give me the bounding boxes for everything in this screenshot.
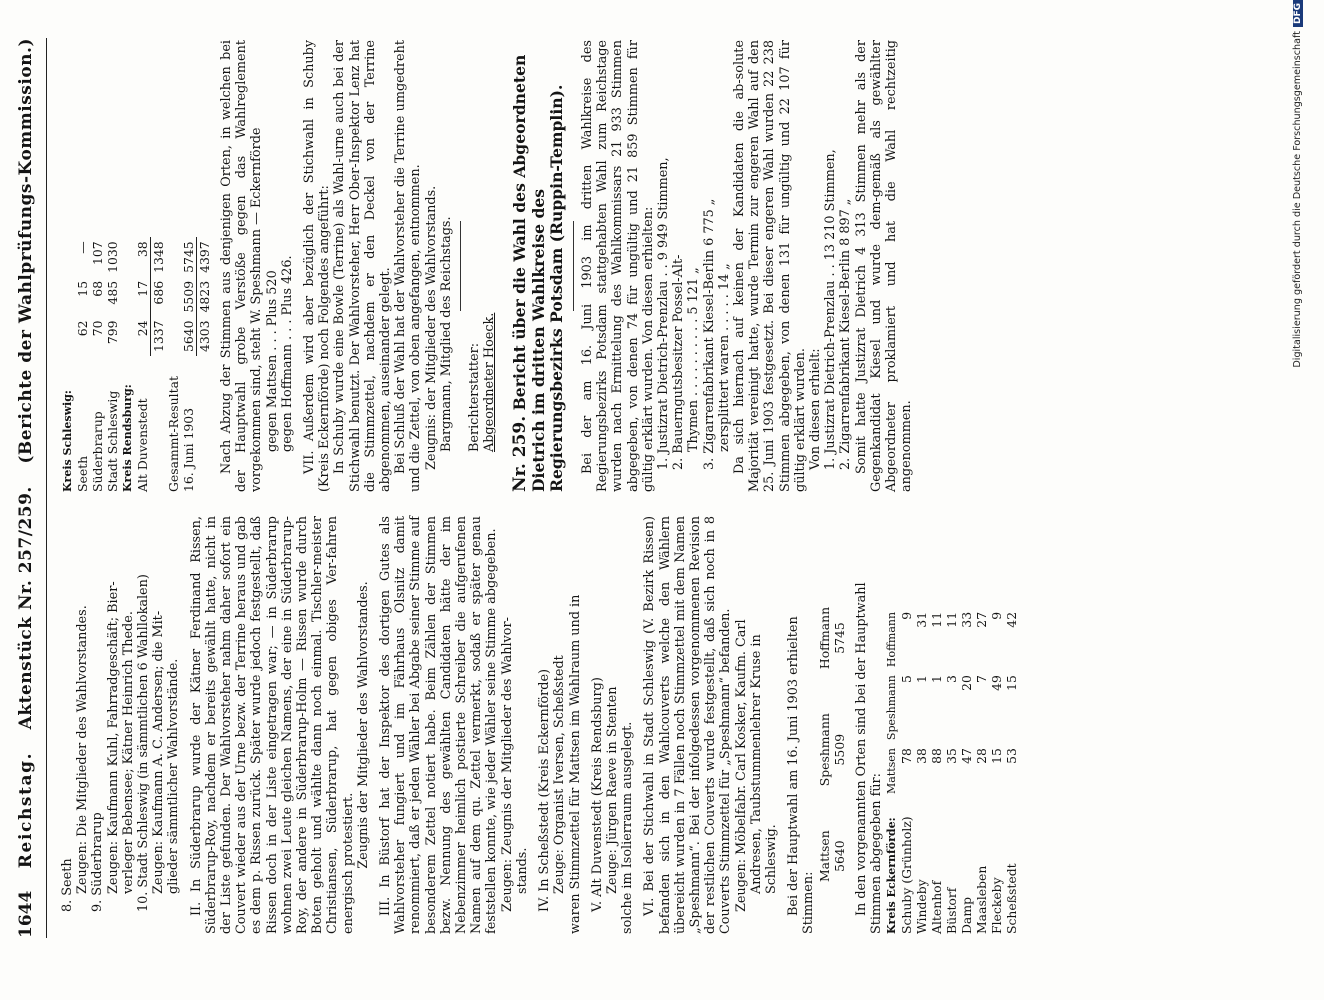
- right-column: [60, 40, 914, 492]
- vote-count: 7: [973, 675, 989, 683]
- col-head-speshmann: Speshmann: [884, 675, 898, 741]
- place-name: Seeth: [75, 455, 90, 492]
- paragraph-iv-2: Zeuge: Organist Iversen, Scheßstedt: [552, 655, 568, 894]
- vote-count: 42: [1003, 611, 1019, 628]
- place-name: Stadt Schleswig: [105, 390, 120, 492]
- left-column: [60, 516, 1019, 934]
- vote-count: 15: [988, 748, 1004, 764]
- vote-count: 47: [958, 748, 974, 764]
- place-name: Scheßstedt: [1003, 863, 1019, 934]
- vote-count: 35: [943, 748, 959, 764]
- witness-suederbrarup-2: verleger Bebensee; Kätner Heinrich Thede.: [120, 611, 136, 894]
- witness-iii-1: Zeugen: Zeugnis der Mitglieder des Wahlvor-: [499, 617, 515, 912]
- vote-count: 24: [135, 320, 150, 337]
- table-row: [914, 608, 929, 934]
- place-name: Süderbrarup: [90, 411, 105, 492]
- orte-intro-1: In den vorgenannten Orten sind bei der Hauptwahl: [853, 582, 869, 916]
- vote-count: 107: [90, 241, 105, 266]
- vote-count: 11: [928, 611, 944, 628]
- hw-name-2: Speshmann: [816, 713, 832, 787]
- vote-count: 15: [75, 280, 90, 297]
- paragraph-vi: VI. Bei der Stichwahl in Stadt Schleswig (V. Bezirk Rissen) befanden sich in den Wahlcouverts welche den Wählern übereicht wurden in 7 Fällen noch Stimmzettel mit dem Namen „Speshmann“. Bei der infolgedessen vorgenommenen Revision der restlichen Couverts wurde festgestellt, daß sich noch in 8 Couverts Stimmzettel für „Speshmann“ befanden.: [642, 516, 734, 934]
- vote-count: 15: [1003, 675, 1019, 691]
- hauptwahl-intro: Bei der Hauptwahl am 16. Juni 1903 erhielten: [786, 616, 802, 916]
- witness-vi-2: Andresen, Taubstummenlehrer Kruse in: [748, 634, 764, 894]
- diff-row: [197, 237, 213, 492]
- gesamt-speshmann: 5509: [181, 280, 196, 313]
- nr-259-heading: [511, 40, 567, 492]
- entry-suederbrarup: 9. Süderbrarup: [90, 812, 106, 912]
- paragraph-v-2: Zeuge: Jürgen Raeve in Stenten: [604, 686, 620, 894]
- vote-count: 49: [988, 675, 1004, 691]
- witness-seeth: Zeugen: Die Mitglieder des Wahlvorstandes.: [75, 605, 91, 894]
- kreis-rendsburg-label: Kreis Rendsburg:: [121, 384, 134, 492]
- table-row: [989, 608, 1004, 934]
- place-name: Alt Duvenstedt: [135, 398, 151, 492]
- witness-vii-2: Bargmann, Mitglied des Reichstags.: [438, 216, 454, 452]
- nr-259-label: Nr. 259.: [510, 415, 531, 492]
- page-number: 1644: [16, 890, 36, 938]
- vote-count: 1030: [105, 241, 120, 273]
- result-2a: 2. Bauerngutsbesitzer Possel-Alt-: [671, 254, 687, 470]
- diff-mattsen: 4303: [197, 316, 213, 356]
- divider: [460, 221, 461, 311]
- vote-count: 27: [973, 611, 989, 628]
- place-name: Büstorf: [943, 887, 959, 934]
- gesamt-hoffmann: 5745: [181, 241, 196, 273]
- dfg-logo: DFG: [1293, 0, 1303, 27]
- vote-count: 53: [1003, 748, 1019, 764]
- sum-mattsen: 1337: [151, 316, 167, 356]
- place-name: Schuby (Grünholz): [898, 816, 914, 934]
- witness-suederbrarup-1: Zeugen: Kaufmann Kuhl, Fahrradgeschäft; Bier-: [105, 581, 121, 894]
- entry-schleswig: 10. Stadt Schleswig (in sämmtlichen 6 Wahllokalen): [136, 574, 152, 912]
- page-header: [6, 38, 47, 938]
- stich-result-1: 1. Justizrat Dietrich-Prenzlau . . 13 210 Stimmen,: [823, 149, 839, 470]
- place-name: Damp: [958, 896, 974, 934]
- dfg-credit-text: Digitalisierung gefördert durch die Deutsche Forschungsgemeinschaft: [1292, 31, 1303, 368]
- gesamt-label-2: 16. Juni 1903: [181, 407, 197, 492]
- witness-vii-1: Zeugnis: der Mitglieder des Wahlvorstands.: [423, 185, 439, 470]
- divider-2: [573, 221, 574, 311]
- col-head-hoffmann: Hoffmann: [884, 611, 898, 668]
- paragraph-vii: VII. Außerdem wird aber bezüglich der Stichwahl in Schuby (Kreis Eckernförde) noch Folgendes angeführt:: [302, 40, 333, 492]
- paragraph-v-3: solche im Isolierraum ausgelegt.: [620, 721, 636, 934]
- paragraph-schluss: Somit hatte Justizrat Dietrich 4 313 Stimmen mehr als der Gegenkandidat Kiesel und wurde dem-gemäß als gewählter Abgeordneter proklamiert und hat die Wahl rechtzeitig angenommen.: [853, 40, 915, 492]
- hauptwahl-stimmen-label: Stimmen:: [801, 871, 817, 934]
- vote-count: 799: [105, 320, 120, 345]
- paragraph-wahl: Bei der am 16. Juni 1903 im dritten Wahlkreise des Regierungsbezirks Potsdam stattgehabten Wahl zum Reichstage wurden nach Ermittelung des Wahlkommissars 21 933 Stimmen abgegeben, von denen 74 für ungültig und 21 859 Stimmen für gültig erklärt wurden. Von diesen erhielten:: [579, 40, 656, 492]
- vote-count: 5: [898, 675, 914, 683]
- vote-count: 31: [913, 611, 929, 628]
- berichterstatter-name: Abgeordneter Hoeck.: [482, 312, 498, 452]
- table-row: [929, 608, 944, 934]
- dfg-credit: [1292, 0, 1303, 380]
- vote-count: 485: [105, 280, 120, 305]
- hw-value-2: 5509: [831, 733, 847, 766]
- vote-count: 70: [90, 320, 105, 337]
- hw-value-3: 5745: [831, 622, 847, 654]
- result-2b: Thymen . . . . . . . . . . 5 121 „: [686, 267, 702, 452]
- result-1: 1. Justizrat Dietrich-Prenzlau . . 9 949 Stimmen,: [655, 157, 671, 470]
- diff-speshmann: 4823: [197, 277, 213, 317]
- gesamt-row: [181, 237, 197, 492]
- paragraph-vii-c: Bei Schluß der Wahl hat der Wahlvorsteher die Terrine umgedreht und die Zettel, von oben angefangen, entnommen.: [393, 40, 424, 492]
- paragraph-abzug: Nach Abzug der Stimmen aus denjenigen Orten, in welchen bei der Hauptwahl grobe Verstöße gegen das Wahlreglement vorgekommen sind, steht W. Speshmann — Eckernförde: [219, 40, 265, 492]
- table-row: [899, 608, 914, 934]
- place-name: Fleckeby: [988, 877, 1004, 934]
- place-name: Altenhof: [928, 880, 944, 934]
- vote-count: 88: [928, 748, 944, 764]
- vote-count: 17: [135, 280, 150, 297]
- vote-count: 1: [928, 675, 944, 683]
- kreis-eckernfoerde-label: Kreis Eckernförde:: [884, 817, 898, 934]
- paragraph-ii: II. In Süderbrarup wurde der Kätner Ferdinand Rissen, Süderbrarup-Roy, nachdem er bereits gewählt hatte, nicht in der Liste gefunden. Der Wahlvorsteher nahm daher sofort ein Couvert wieder aus der Urne bezw. der Terrine heraus und gab es dem p. Rissen zurück. Später wurde jedoch festgestellt, daß Rissen doch in der Liste eingetragen war; — in Süderbrarup wohnen zwei Leute gleichen Namens, der eine in Süderbrarup-Roy, der andere in Süderbrarup-Holm — Rissen wurde durch Boten geholt und wählte dann noch einmal. Tischler-meister Christiansen, Süderbrarup, hat gegen obiges Ver-fahren energisch protestiert.: [188, 516, 356, 934]
- hw-name-1: Mattsen: [816, 830, 832, 882]
- vote-count: 20: [958, 675, 974, 691]
- nr-259-title: Bericht über die Wahl des Abgeordneten Dietrich im dritten Wahlkreise des Regierungsbezirks Potsdam (Ruppin-Templin).: [510, 54, 567, 492]
- result-3a: 3. Zigarrenfabrikant Kiesel-Berlin 6 775 „: [701, 198, 717, 470]
- hauptwahl-table: [817, 585, 847, 904]
- entry-seeth: 8. Seeth: [60, 858, 75, 912]
- witness-vi-3: Schleswig.: [763, 824, 779, 894]
- vote-count: 38: [135, 241, 150, 258]
- stich-result-2: 2. Zigarrenfabrikant Kiesel-Berlin 8 897 „: [838, 198, 854, 470]
- gesamt-mattsen: 5640: [181, 320, 196, 352]
- header-aktenstueck: Aktenstück Nr. 257/259.: [16, 486, 36, 730]
- table-row: [105, 237, 120, 492]
- hw-value-1: 5640: [831, 840, 847, 872]
- hw-name-3: Hoffmann: [816, 606, 832, 670]
- vote-count: 9: [988, 611, 1004, 620]
- table-row: [1004, 608, 1019, 934]
- orte-intro-2: Stimmen abgegeben für:: [868, 773, 884, 934]
- eckernfoerde-table: [884, 608, 1019, 934]
- witness-ii: Zeugnis der Mitglieder des Wahlvorstandes.: [355, 581, 371, 869]
- header-subtitle: (Berichte der Wahlprüfungs-Kommission.): [16, 38, 36, 464]
- result-3b: zersplittert waren . . . . . 14 „: [716, 263, 732, 452]
- paragraph-iv-3: waren Stimmzettel für Mattsen im Wahlraum und in: [567, 594, 583, 934]
- schleswig-table: [60, 237, 212, 492]
- paragraph-v-1: V. Alt Duvenstedt (Kreis Rendsburg): [589, 677, 605, 912]
- sum-hoffmann: 1348: [151, 237, 167, 277]
- von-diesen: Von diesen erhielt:: [808, 348, 823, 470]
- gegen-mattsen: gegen Mattsen . . . Plus 520: [264, 270, 280, 452]
- vote-count: 38: [913, 748, 929, 764]
- vote-count: 3: [943, 675, 959, 683]
- table-row: [75, 237, 90, 492]
- col-head-mattsen: Mattsen: [884, 748, 898, 794]
- vote-count: 68: [90, 280, 105, 297]
- berichterstatter-label: Berichterstatter:: [467, 342, 483, 452]
- sum-row: [151, 237, 167, 492]
- vote-count: 9: [898, 611, 914, 620]
- kreis-schleswig-label: Kreis Schleswig:: [61, 390, 74, 492]
- table-row: [944, 608, 959, 934]
- place-name: Maasleben: [973, 865, 989, 934]
- vote-count: —: [75, 241, 90, 254]
- witness-schleswig-2: glieder sämmtlicher Wahlvorstände.: [166, 658, 182, 894]
- sum-speshmann: 686: [151, 277, 167, 317]
- gegen-hoffmann: gegen Hoffmann . . . Plus 426.: [279, 255, 295, 452]
- vote-count: 62: [75, 320, 90, 337]
- vote-count: 33: [958, 611, 974, 628]
- table-row: [959, 608, 974, 934]
- vote-count: 78: [898, 748, 914, 764]
- witness-iii-2: stands.: [514, 847, 530, 894]
- paragraph-iii: III. In Büstorf hat der Inspektor des dortigen Gutes als Wahlvorsteher fungiert und im Fährhaus Olsnitz damit renommiert, daß er jeden Wähler bei Abgabe seiner Stimme auf besonderem Zettel notiert habe. Beim Zählen der Stimmen bezw. Nennung des gewählten Candidaten hätte der im Nebenzimmer heimlich postierte Schreiber die aufgerufenen Namen auf dem qu. Zettel vermerkt, sodaß er später genau feststellen konnte, wie jeder Wähler seine Stimme abgegeben.: [378, 516, 500, 934]
- paragraph-vii-b: In Schuby wurde eine Bowle (Terrine) als Wahl-urne auch bei der Stichwahl benutzt. Der Wahlvorsteher, Herr Ober-Inspektor Lenz hat die Stimmzettel, nachdem er den Deckel von der Terrine abgenommen, auseinander gelegt.: [332, 40, 394, 492]
- paragraph-engere-wahl: Da sich hiernach auf keinen der Kandidaten die ab-solute Majorität vereinigt hatte, wurde Termin zur engeren Wahl auf den 25. Juni 1903 festgesetzt. Bei dieser engeren Wahl wurden 22 238 Stimmen abgegeben, von denen 131 für ungültig und 22 107 für gültig erklärt wurden.: [731, 40, 808, 492]
- header-title: Reichstag.: [16, 751, 36, 869]
- place-name: Windeby: [913, 879, 929, 934]
- table-row: [974, 608, 989, 934]
- diff-hoffmann: 4397: [197, 237, 213, 277]
- table-row: [135, 237, 151, 492]
- witness-schleswig-1: Zeugen: Kaufmann A. C. Andersen; die Mit-: [151, 610, 167, 894]
- witness-vi-1: Zeugen: Möbelfabr. Carl Kosker, Kaufm. Carl: [733, 619, 749, 912]
- vote-count: 1: [913, 675, 929, 683]
- gesamt-label-1: Gesammt-Resultat: [166, 376, 181, 492]
- vote-count: 28: [973, 748, 989, 764]
- table-row: [90, 237, 105, 492]
- vote-count: 11: [943, 611, 959, 628]
- paragraph-iv-1: IV. In Scheßstedt (Kreis Eckernförde): [537, 668, 553, 912]
